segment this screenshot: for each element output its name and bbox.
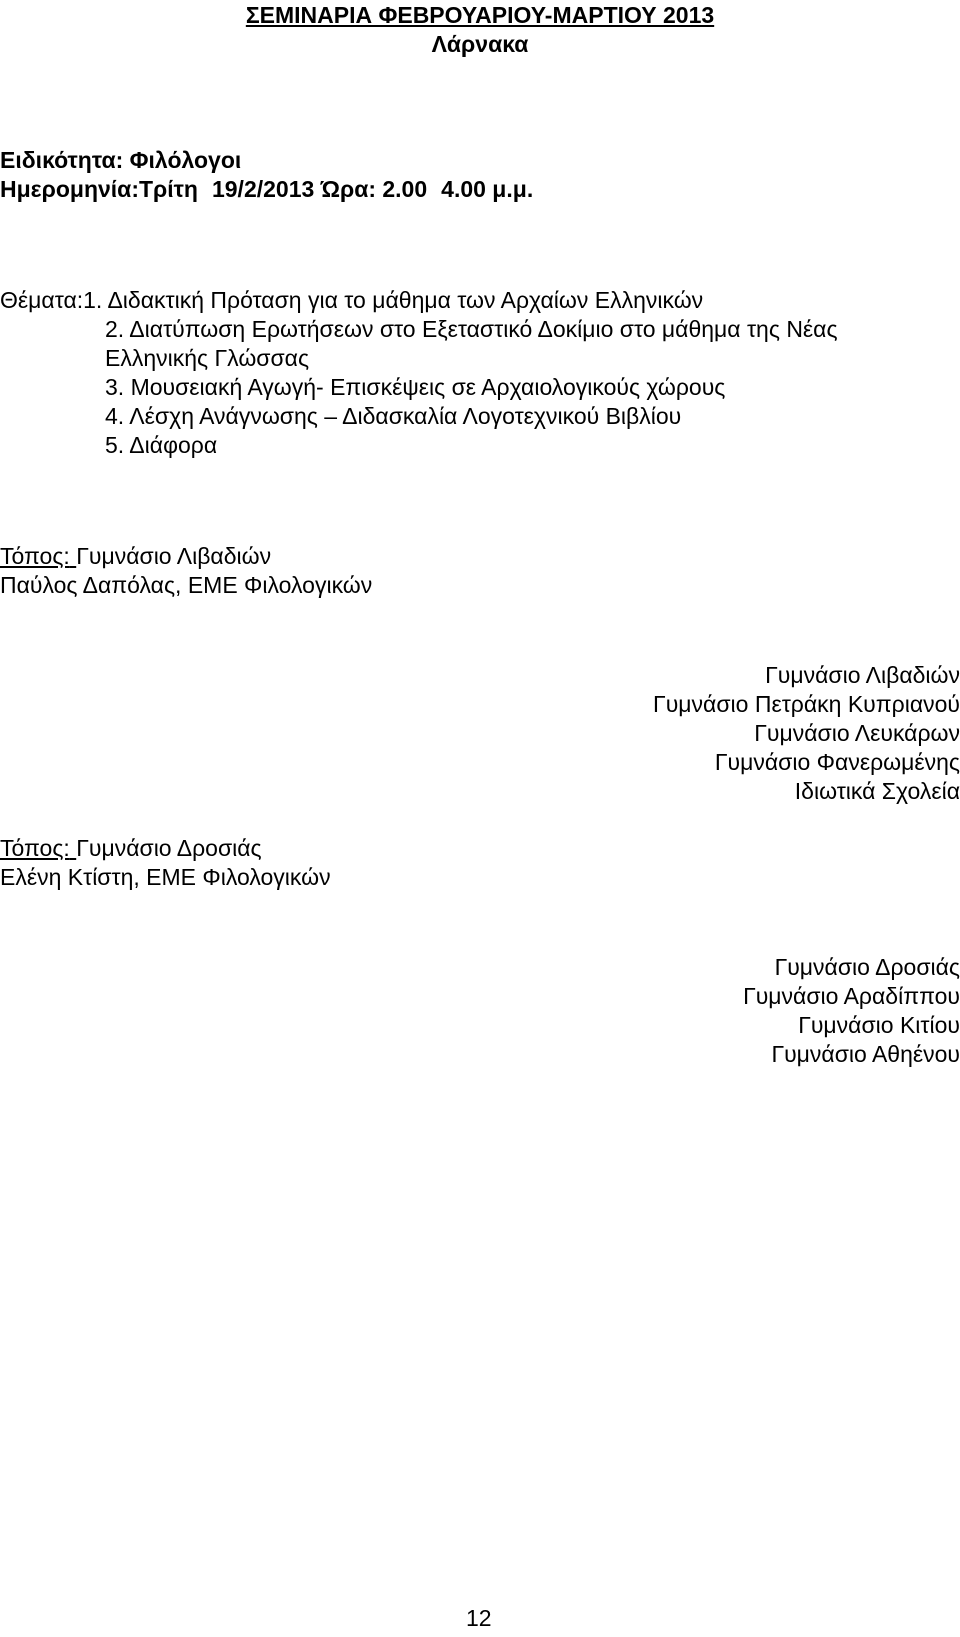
specialty-line: Ειδικότητα: Φιλόλογοι <box>0 147 242 173</box>
session-place-line <box>0 833 262 863</box>
place-name: Γυμνάσιο Δροσιάς <box>76 835 262 861</box>
place-label: Τόπος: <box>0 543 70 569</box>
document-city: Λάρνακα <box>431 31 529 57</box>
time-label: Ώρα: 2.00 <box>320 176 428 202</box>
topic-item: 5. Διάφορα <box>105 432 218 458</box>
school-item: Γυμνάσιο Κιτίου <box>798 1012 960 1038</box>
topic-item: 3. Μουσειακή Αγωγή- Επισκέψεις σε Αρχαιολογικούς χώρους <box>105 374 726 400</box>
date-label: Ημερομηνία:Τρίτη <box>0 176 198 202</box>
topics-line-1 <box>0 285 703 315</box>
date-time-line <box>0 174 533 204</box>
school-item: Γυμνάσιο Λευκάρων <box>754 720 960 746</box>
school-item: Γυμνάσιο Αραδίππου <box>743 983 960 1009</box>
topics-label: Θέματα: <box>0 287 84 313</box>
school-item: Γυμνάσιο Αθηένου <box>771 1041 960 1067</box>
topic-item: 1. Διδακτική Πρόταση για το μάθημα των Αρχαίων Ελληνικών <box>83 287 704 313</box>
document-title: ΣΕΜΙΝΑΡΙΑ ΦΕΒΡΟΥΑΡΙΟΥ-ΜΑΡΤΙΟΥ 2013 <box>245 2 715 28</box>
place-name: Γυμνάσιο Λιβαδιών <box>76 543 272 569</box>
school-item: Ιδιωτικά Σχολεία <box>794 778 960 804</box>
page-number: 12 <box>466 1605 492 1631</box>
session-presenter: Ελένη Κτίστη, ΕΜΕ Φιλολογικών <box>0 864 331 890</box>
session-presenter: Παύλος Δαπόλας, ΕΜΕ Φιλολογικών <box>0 572 373 598</box>
place-label: Τόπος: <box>0 835 70 861</box>
topic-item: 2. Διατύπωση Ερωτήσεων στο Εξεταστικό Δοκίμιο στο μάθημα της Νέας <box>105 316 838 342</box>
school-item: Γυμνάσιο Δροσιάς <box>774 954 960 980</box>
school-item: Γυμνάσιο Πετράκη Κυπριανού <box>653 691 960 717</box>
session-place-line <box>0 541 271 571</box>
time-end: 4.00 μ.μ. <box>441 176 534 202</box>
topic-item: 4. Λέσχη Ανάγνωσης – Διδασκαλία Λογοτεχνικού Βιβλίου <box>105 403 682 429</box>
topic-item-continuation: Ελληνικής Γλώσσας <box>105 345 310 371</box>
date-value: 19/2/2013 <box>211 176 315 202</box>
school-item: Γυμνάσιο Φανερωμένης <box>714 749 960 775</box>
school-item: Γυμνάσιο Λιβαδιών <box>765 662 960 688</box>
